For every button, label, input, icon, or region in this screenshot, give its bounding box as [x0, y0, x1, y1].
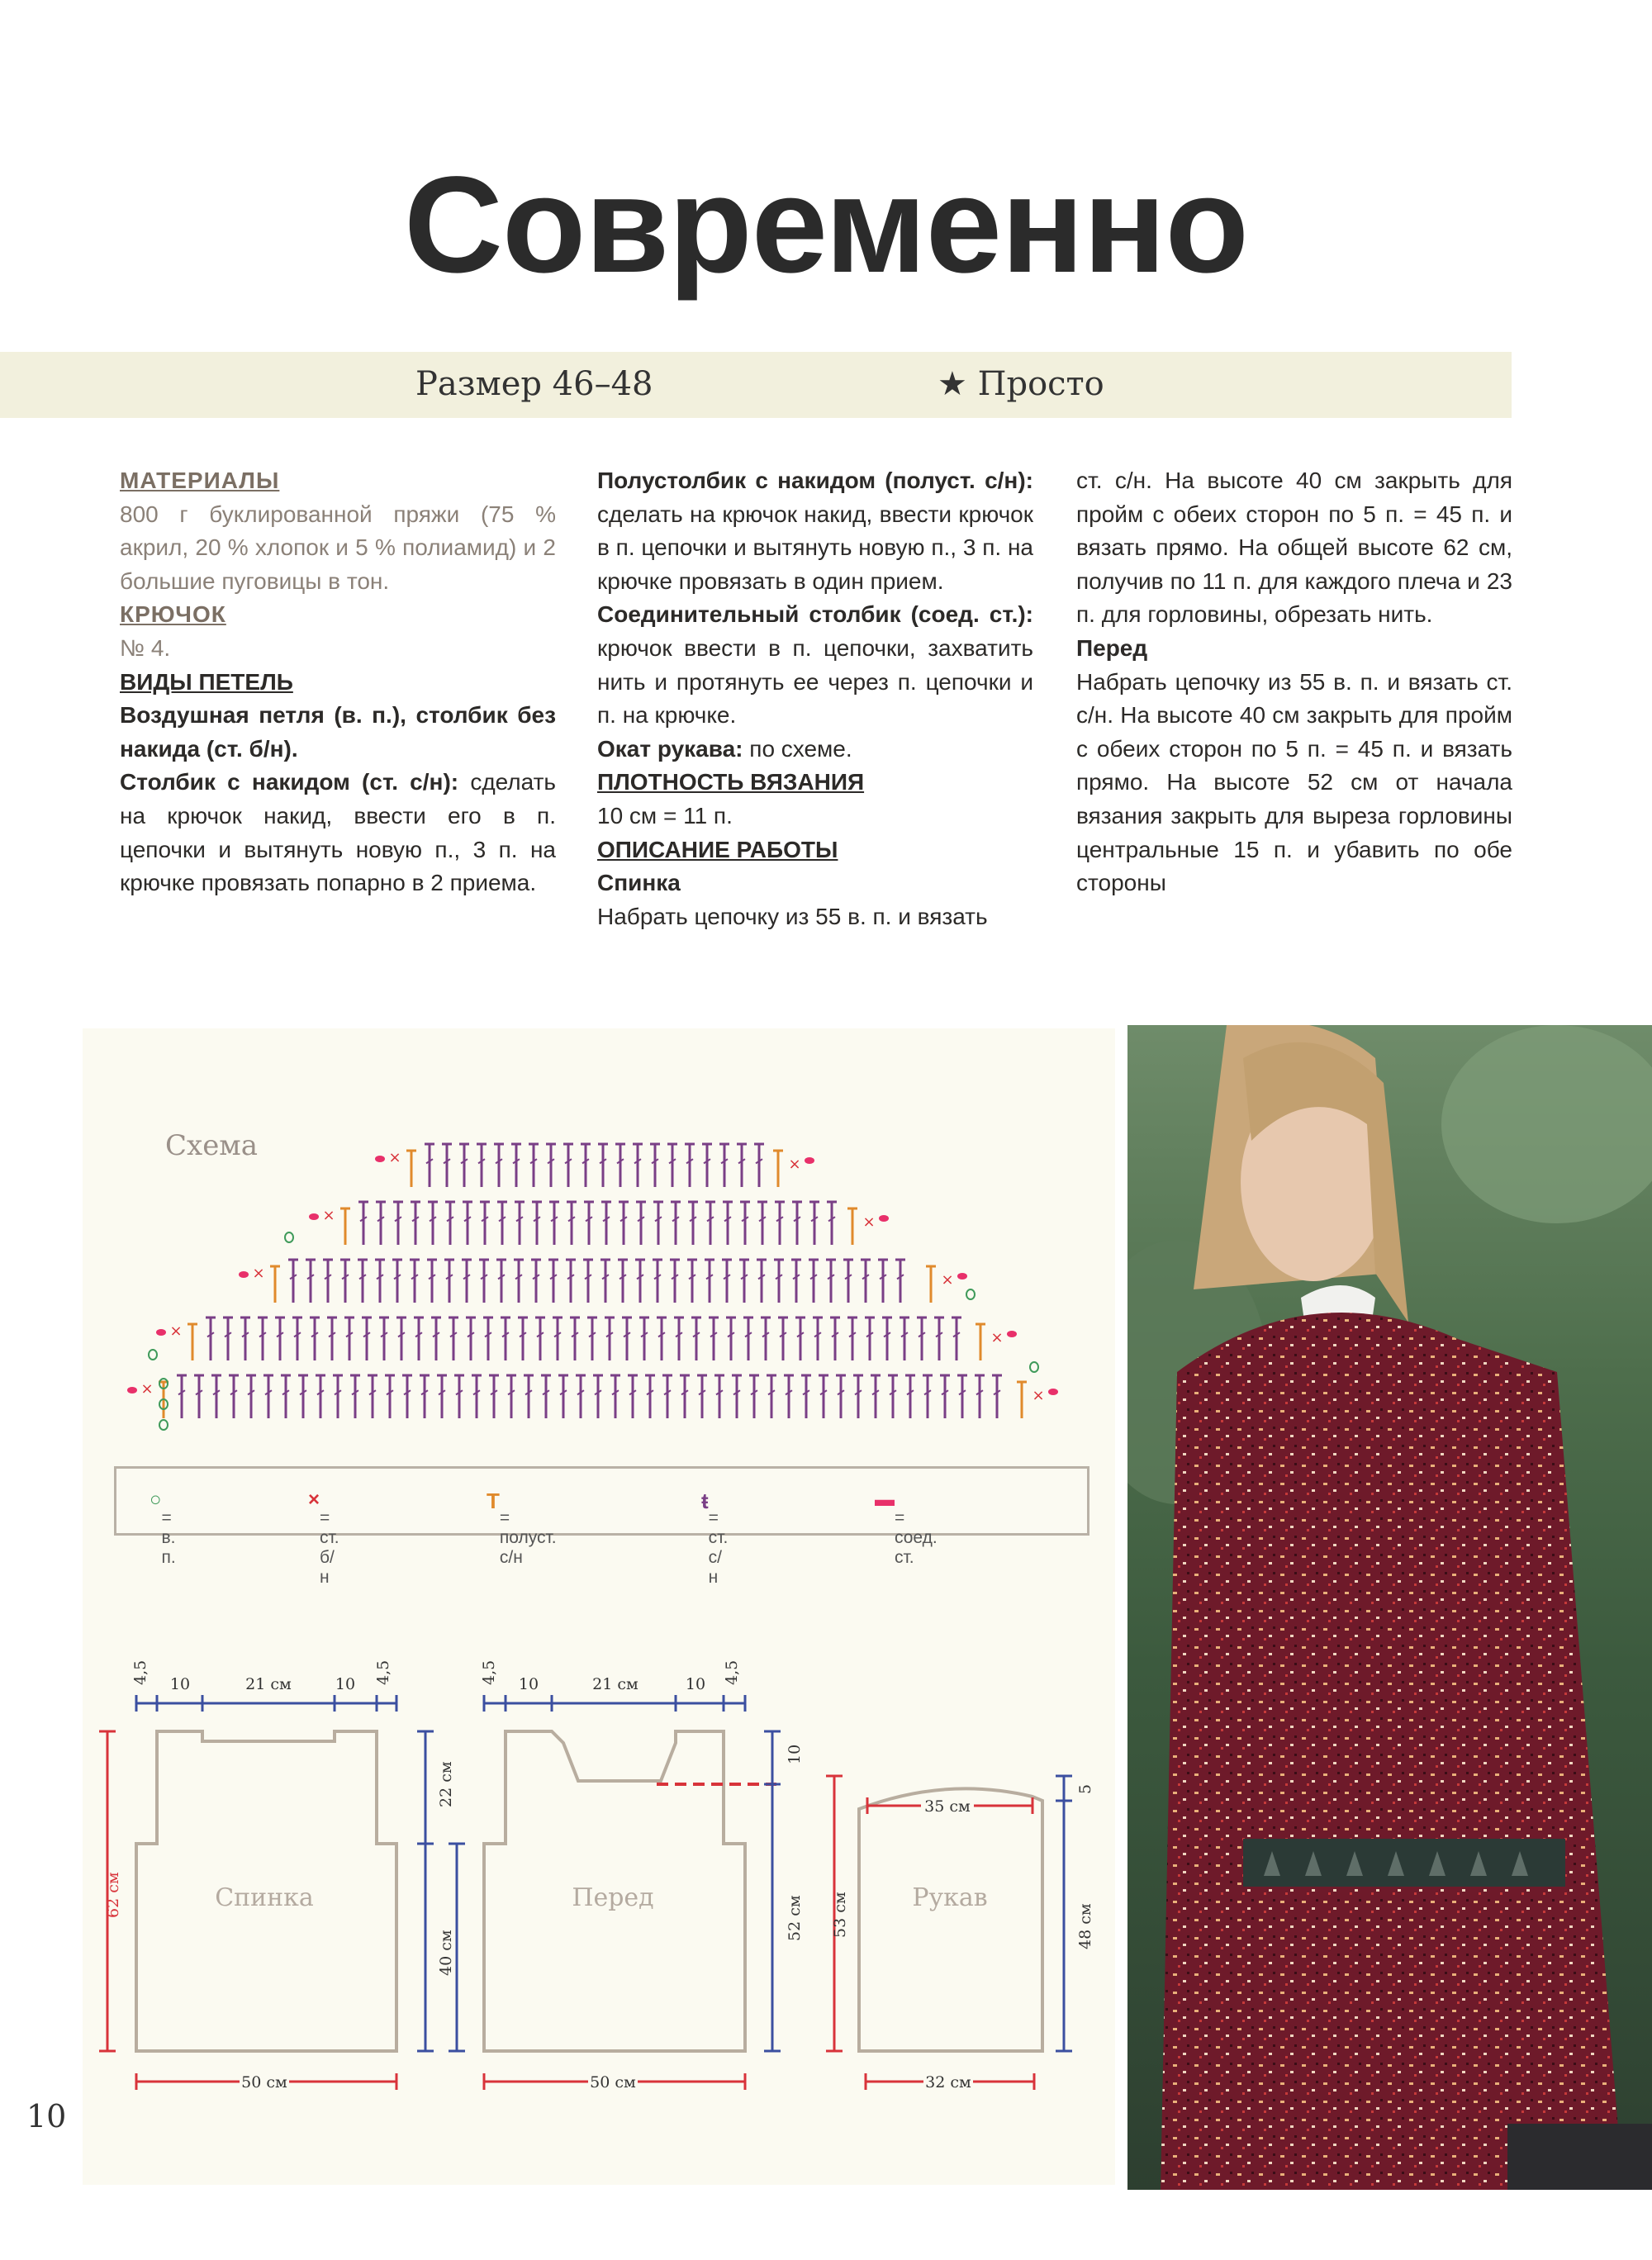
front-height-total: 52 см [786, 1895, 804, 1941]
sleeve-cap: Окат рукава: по схеме. [597, 735, 852, 762]
front-dim-top-1: 4,5 [480, 1659, 498, 1685]
front-width: 50 см [590, 2073, 636, 2091]
sc-stitch: × [788, 1156, 801, 1173]
back-piece [99, 1660, 455, 2091]
front-label: Перед [572, 1883, 654, 1912]
back-dim-top-5: 4,5 [374, 1659, 392, 1685]
hook-text: № 4. [120, 634, 171, 661]
back-text-1: Набрать цепочку из 55 в. п. и вязать [597, 903, 988, 929]
legend-chain: ○ = в. п. [150, 1488, 176, 1567]
back-height-total: 62 см [104, 1872, 122, 1918]
page-number: 10 [26, 2098, 67, 2134]
heading-density: ПЛОТНОСТЬ ВЯЗАНИЯ [597, 769, 865, 795]
stitch-hdc: Полустолбик с накидом (полуст. с/н): сделать на крючок накид, ввести крючок в п. цепочки и вытянуть новую п., 3 п. на крючке провязать в один прием. [597, 468, 1033, 594]
sc-stitch: × [252, 1265, 265, 1282]
stitch-sl: Соединительный столбик (соед. ст.): крючок ввести в п. цепочки, захватить нить и протянуть ее через п. цепочки и п. на крючке. [597, 601, 1033, 729]
difficulty-label: ★ Просто [938, 365, 1104, 403]
stitch-chain-sc: Воздушная петля (в. п.), столбик без накида (ст. б/н). [120, 702, 556, 762]
sleeve-top-width: 35 см [924, 1797, 971, 1816]
sc-stitch: × [1032, 1387, 1045, 1404]
sc-stitch: × [169, 1322, 183, 1340]
sleeve-label: Рукав [912, 1883, 988, 1912]
heading-stitches: ВИДЫ ПЕТЕЛЬ [120, 668, 293, 695]
heading-hook: КРЮЧОК [120, 601, 226, 628]
heading-front: Перед [1076, 634, 1148, 661]
back-label: Спинка [215, 1883, 314, 1912]
page-title: Современно [404, 149, 1248, 301]
back-width: 50 см [241, 2073, 287, 2091]
front-dim-top-3: 21 см [592, 1675, 638, 1693]
sc-stitch: × [322, 1207, 335, 1224]
front-text: Набрать цепочку из 55 в. п. и вязать ст. с/н. На высоте 40 см закрыть для пройм с обеих сторон по 5 п. = 45 п. и вязать прямо. На высоте 52 см от начала вязания закрыть для выреза горловины центральные 15 п. и убавить по обе стороны [1076, 668, 1512, 896]
sc-stitch: × [990, 1329, 1004, 1346]
front-dim-top-2: 10 [518, 1675, 539, 1693]
sleeve-height-total: 53 см [831, 1892, 849, 1938]
sc-stitch: × [140, 1380, 154, 1398]
size-label: Размер 46–48 [415, 365, 653, 403]
back-text-2: ст. с/н. На высоте 40 см закрыть для пройм с обеих сторон по 5 п. = 45 п. и вязать прямо. На общей высоте 62 см, получив по 11 п. для каждого плеча и 23 п. для горловины, обрезать нить. [1076, 468, 1512, 628]
sleeve-width: 32 см [925, 2073, 971, 2091]
sleeve-piece [826, 1776, 1094, 2091]
back-dim-top-4: 10 [335, 1675, 356, 1693]
sleeve-height-side: 48 см [1076, 1903, 1094, 1949]
front-dim-top-5: 4,5 [723, 1659, 741, 1685]
photo-illustration [1127, 1025, 1652, 2190]
density-text: 10 см = 11 п. [597, 802, 733, 829]
legend-dc: ŧ = ст. с/н [701, 1488, 729, 1587]
heading-work: ОПИСАНИЕ РАБОТЫ [597, 836, 838, 862]
model-photo [1127, 1025, 1652, 2190]
scheme-label: Схема [165, 1129, 259, 1162]
back-dim-top-3: 21 см [245, 1675, 292, 1693]
back-height-top: 22 см [437, 1761, 455, 1807]
front-piece [449, 1660, 804, 2091]
materials-text: 800 г буклированной пряжи (75 % акрил, 20 % хлопок и 5 % полиамид) и 2 большие пуговицы в тон. [120, 501, 556, 594]
sc-stitch: × [941, 1271, 954, 1289]
sc-stitch: × [862, 1213, 876, 1231]
legend-sl: ▬ = соед. ст. [875, 1488, 938, 1567]
sleeve-height-cap: 5 [1076, 1783, 1094, 1794]
front-height-neck: 10 [786, 1744, 804, 1764]
heading-materials: МАТЕРИАЛЫ [120, 468, 280, 493]
sc-stitch: × [388, 1149, 401, 1166]
legend-sc: × = ст. б/н [308, 1488, 339, 1587]
back-dim-top-2: 10 [169, 1675, 191, 1693]
back-dim-top-1: 4,5 [131, 1659, 150, 1685]
stitch-dc: Столбик с накидом (ст. с/н): сделать на крючок накид, ввести его в п. цепочки и вытянуть новую п., 3 п. на крючке провязать попарно в 2 приема. [120, 769, 557, 896]
legend-hdc: T = полуст. с/н [487, 1488, 557, 1567]
front-dim-top-4: 10 [685, 1675, 706, 1693]
heading-back: Спинка [597, 870, 681, 896]
back-height-bottom: 40 см [437, 1930, 455, 1976]
star-icon: ★ [938, 365, 978, 403]
